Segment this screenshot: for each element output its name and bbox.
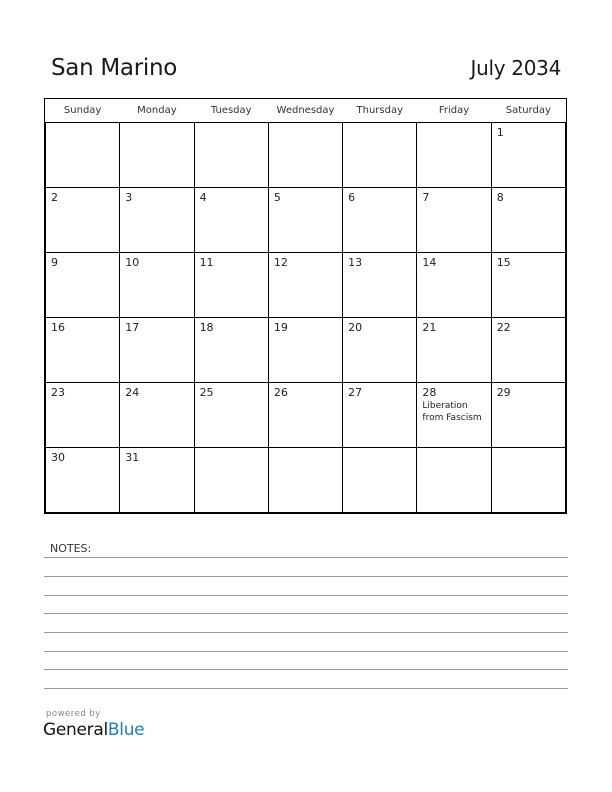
day-number: 29: [496, 386, 511, 399]
day-cell: [268, 318, 342, 383]
day-cell: [417, 253, 491, 318]
day-number: 28: [422, 386, 437, 399]
day-number: [343, 123, 416, 126]
day-cell: [268, 383, 342, 448]
day-cell: [194, 318, 268, 383]
day-cell: [120, 188, 194, 253]
day-number: 1: [496, 126, 504, 139]
day-number: 17: [125, 321, 140, 334]
brand-general: General: [43, 720, 108, 740]
day-number: 16: [51, 321, 65, 334]
day-cell: [46, 253, 120, 318]
day-cell: [343, 383, 417, 448]
week-row: [46, 448, 566, 513]
day-cell: [491, 253, 565, 318]
powered-by-text: powered by: [46, 709, 101, 719]
notes-line: [44, 595, 568, 596]
day-cell: [46, 123, 120, 188]
week-row: [46, 383, 566, 448]
day-number: 11: [199, 256, 214, 269]
day-number: 26: [273, 386, 288, 399]
day-cell: [120, 383, 194, 448]
calendar-month-year: July 2034: [470, 56, 561, 80]
weekday-friday: Friday: [417, 99, 491, 123]
holiday-label: Liberation from Fascism: [422, 401, 482, 423]
day-number: 19: [273, 321, 288, 334]
day-number: 31: [125, 451, 140, 464]
day-cell: [268, 188, 342, 253]
day-number: 15: [496, 256, 511, 269]
day-number: 20: [348, 321, 363, 334]
notes-line: [44, 632, 568, 633]
week-row: [46, 253, 566, 318]
day-number: 6: [348, 191, 356, 204]
weekday-monday: Monday: [120, 99, 194, 123]
day-number: [195, 123, 268, 126]
day-cell: [46, 448, 120, 513]
day-cell: [194, 123, 268, 188]
day-cell: [120, 448, 194, 513]
weekday-saturday: Saturday: [491, 99, 565, 123]
day-number: 30: [51, 451, 65, 464]
generalblue-logo: [43, 720, 144, 740]
day-number: 8: [496, 191, 504, 204]
day-cell: [343, 448, 417, 513]
day-cell: [46, 318, 120, 383]
week-row: [46, 318, 566, 383]
day-cell: [120, 318, 194, 383]
notes-line: [44, 576, 568, 577]
notes-label: NOTES:: [50, 542, 92, 555]
day-number: 9: [51, 256, 58, 269]
day-number: 21: [422, 321, 437, 334]
notes-line: [44, 669, 568, 670]
day-cell: [343, 188, 417, 253]
day-number: 12: [273, 256, 288, 269]
day-number: 4: [199, 191, 207, 204]
weekday-thursday: Thursday: [343, 99, 417, 123]
day-number: 18: [199, 321, 214, 334]
day-number: [417, 448, 490, 451]
day-number: 27: [348, 386, 363, 399]
day-number: 10: [125, 256, 140, 269]
day-cell: [343, 253, 417, 318]
day-cell: [417, 448, 491, 513]
week-row: [46, 123, 566, 188]
day-number: [269, 448, 342, 451]
weekday-wednesday: Wednesday: [268, 99, 342, 123]
day-cell: [491, 383, 565, 448]
day-cell: [343, 318, 417, 383]
day-cell: [491, 318, 565, 383]
day-number: 23: [51, 386, 65, 399]
weekday-header-row: [46, 99, 566, 123]
day-cell: [343, 123, 417, 188]
notes-line: [44, 651, 568, 652]
day-cell: [46, 383, 120, 448]
day-cell: [268, 123, 342, 188]
day-number: 14: [422, 256, 437, 269]
notes-line: [44, 557, 568, 558]
day-cell: [491, 123, 565, 188]
day-cell: [268, 253, 342, 318]
notes-line: [44, 688, 568, 689]
day-number: 7: [422, 191, 430, 204]
day-cell: [194, 383, 268, 448]
day-number: [195, 448, 268, 451]
day-number: 25: [199, 386, 214, 399]
day-cell: [46, 188, 120, 253]
brand-blue: Blue: [107, 720, 145, 740]
weekday-sunday: Sunday: [46, 99, 120, 123]
day-number: [417, 123, 490, 126]
day-cell: [194, 448, 268, 513]
week-row: [46, 188, 566, 253]
day-number: 22: [496, 321, 511, 334]
day-cell: [194, 253, 268, 318]
day-number: 3: [125, 191, 133, 204]
weekday-tuesday: Tuesday: [194, 99, 268, 123]
day-cell: [120, 253, 194, 318]
day-number: [46, 123, 119, 126]
day-cell: [120, 123, 194, 188]
day-number: 5: [273, 191, 281, 204]
day-number: [120, 123, 193, 126]
day-number: 13: [348, 256, 363, 269]
notes-line: [44, 613, 568, 614]
day-cell: [268, 448, 342, 513]
day-cell: [194, 188, 268, 253]
day-cell: [417, 383, 491, 448]
day-cell: [491, 448, 565, 513]
day-number: [269, 123, 342, 126]
day-cell: [491, 188, 565, 253]
day-number: [343, 448, 416, 451]
calendar-country-title: San Marino: [51, 55, 178, 81]
day-cell: [417, 123, 491, 188]
day-number: 2: [51, 191, 58, 204]
calendar-grid: [45, 99, 566, 513]
day-cell: [417, 318, 491, 383]
day-number: 24: [125, 386, 140, 399]
day-number: [492, 448, 565, 451]
day-cell: [417, 188, 491, 253]
